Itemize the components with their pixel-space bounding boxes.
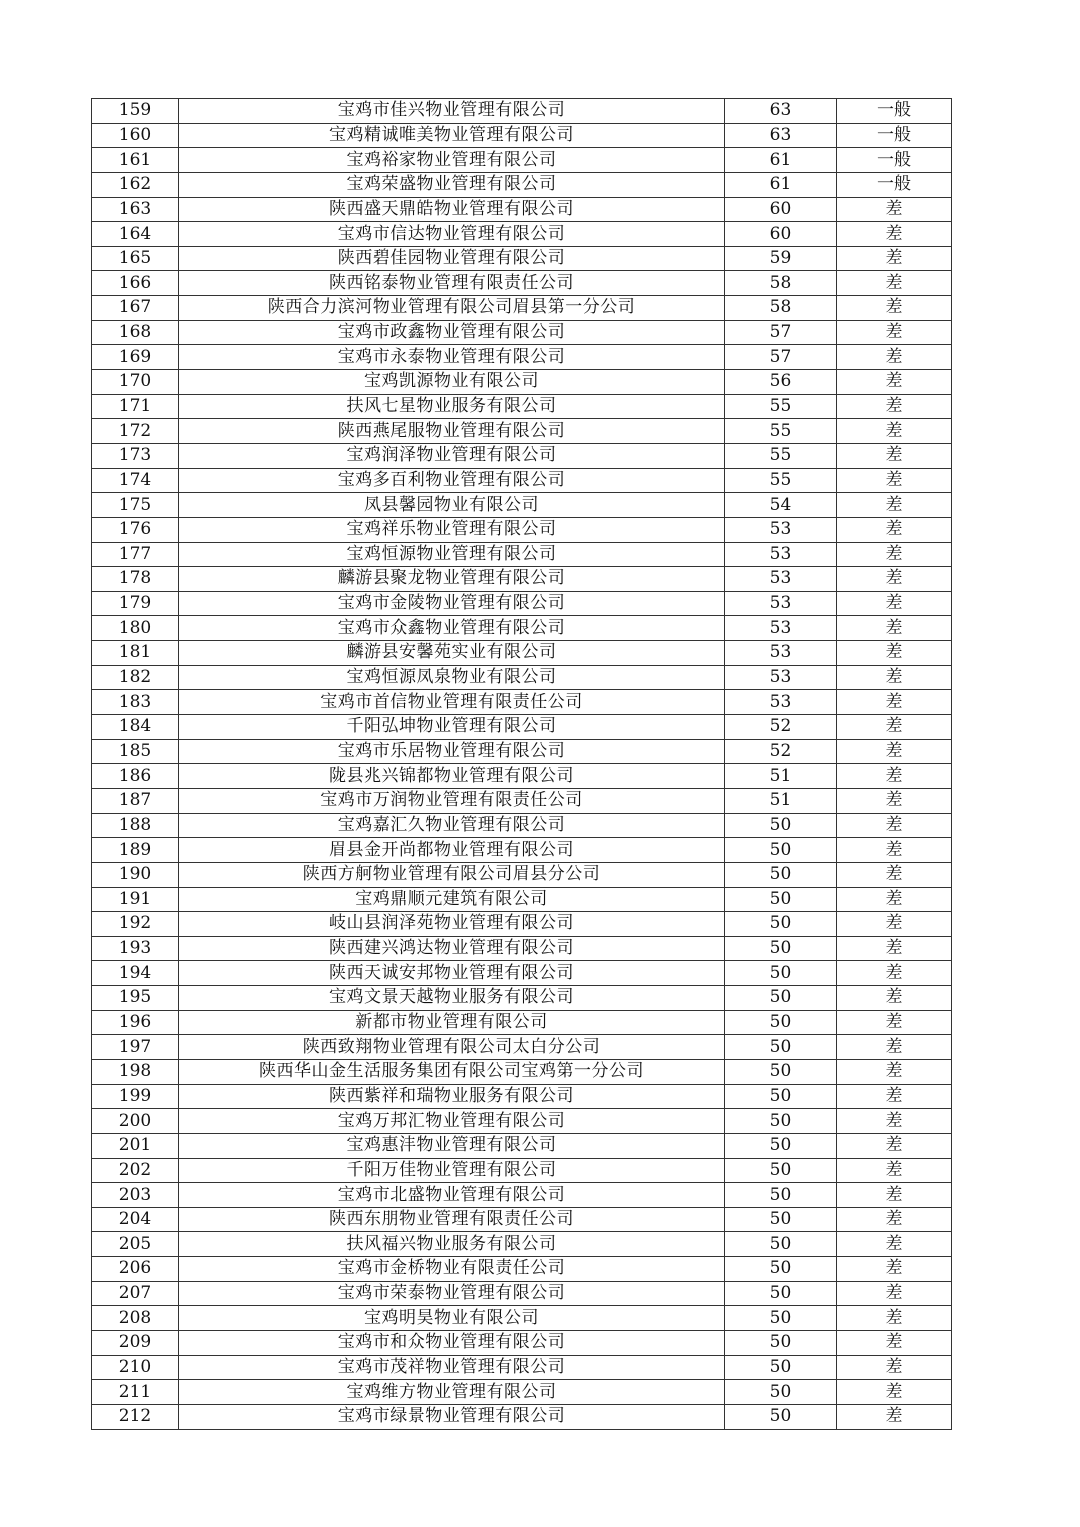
company-name-cell: 宝鸡市荣泰物业管理有限公司 [179, 1281, 725, 1306]
row-number-cell: 183 [92, 690, 179, 715]
table-row [92, 542, 952, 567]
score-cell: 50 [725, 986, 837, 1011]
row-number-cell: 190 [92, 862, 179, 887]
rating-level-cell: 差 [837, 739, 952, 764]
table-row [92, 567, 952, 592]
rating-level-cell: 差 [837, 641, 952, 666]
rating-level-cell: 差 [837, 788, 952, 813]
row-number-cell: 191 [92, 887, 179, 912]
table-row [92, 1010, 952, 1035]
score-cell: 58 [725, 296, 837, 321]
company-name-cell: 宝鸡市金陵物业管理有限公司 [179, 591, 725, 616]
table-row [92, 591, 952, 616]
company-name-cell: 宝鸡市政鑫物业管理有限公司 [179, 320, 725, 345]
score-cell: 50 [725, 862, 837, 887]
row-number-cell: 197 [92, 1035, 179, 1060]
score-cell: 53 [725, 616, 837, 641]
ranking-table-body [92, 99, 952, 1430]
table-row [92, 320, 952, 345]
company-name-cell: 陕西致翔物业管理有限公司太白分公司 [179, 1035, 725, 1060]
company-name-cell: 凤县馨园物业有限公司 [179, 493, 725, 518]
row-number-cell: 205 [92, 1232, 179, 1257]
rating-level-cell: 差 [837, 1109, 952, 1134]
rating-level-cell: 差 [837, 468, 952, 493]
rating-level-cell: 差 [837, 419, 952, 444]
rating-level-cell: 差 [837, 345, 952, 370]
rating-level-cell: 差 [837, 1331, 952, 1356]
table-row [92, 296, 952, 321]
table-row [92, 443, 952, 468]
rating-level-cell: 差 [837, 1281, 952, 1306]
table-row [92, 246, 952, 271]
score-cell: 55 [725, 394, 837, 419]
row-number-cell: 170 [92, 370, 179, 395]
score-cell: 50 [725, 887, 837, 912]
row-number-cell: 179 [92, 591, 179, 616]
rating-level-cell: 差 [837, 1035, 952, 1060]
score-cell: 50 [725, 1109, 837, 1134]
company-name-cell: 陇县兆兴锦都物业管理有限公司 [179, 764, 725, 789]
row-number-cell: 176 [92, 517, 179, 542]
company-name-cell: 陕西华山金生活服务集团有限公司宝鸡第一分公司 [179, 1059, 725, 1084]
score-cell: 60 [725, 222, 837, 247]
score-cell: 53 [725, 591, 837, 616]
rating-level-cell: 差 [837, 838, 952, 863]
table-row [92, 123, 952, 148]
row-number-cell: 162 [92, 172, 179, 197]
score-cell: 50 [725, 1207, 837, 1232]
score-cell: 50 [725, 1331, 837, 1356]
company-name-cell: 宝鸡市乐居物业管理有限公司 [179, 739, 725, 764]
table-row [92, 1380, 952, 1405]
rating-level-cell: 差 [837, 912, 952, 937]
score-cell: 61 [725, 148, 837, 173]
rating-level-cell: 差 [837, 370, 952, 395]
rating-level-cell: 差 [837, 296, 952, 321]
score-cell: 50 [725, 1232, 837, 1257]
rating-level-cell: 差 [837, 862, 952, 887]
row-number-cell: 203 [92, 1183, 179, 1208]
score-cell: 53 [725, 542, 837, 567]
table-row [92, 1281, 952, 1306]
rating-level-cell: 差 [837, 517, 952, 542]
score-cell: 50 [725, 1183, 837, 1208]
company-name-cell: 麟游县安馨苑实业有限公司 [179, 641, 725, 666]
table-row [92, 813, 952, 838]
score-cell: 53 [725, 665, 837, 690]
score-cell: 55 [725, 443, 837, 468]
table-row [92, 887, 952, 912]
rating-level-cell: 差 [837, 715, 952, 740]
company-name-cell: 千阳万佳物业管理有限公司 [179, 1158, 725, 1183]
rating-level-cell: 差 [837, 813, 952, 838]
row-number-cell: 159 [92, 99, 179, 124]
rating-level-cell: 差 [837, 1306, 952, 1331]
score-cell: 51 [725, 764, 837, 789]
score-cell: 51 [725, 788, 837, 813]
company-name-cell: 宝鸡市永泰物业管理有限公司 [179, 345, 725, 370]
row-number-cell: 210 [92, 1355, 179, 1380]
company-name-cell: 眉县金开尚都物业管理有限公司 [179, 838, 725, 863]
company-name-cell: 宝鸡市信达物业管理有限公司 [179, 222, 725, 247]
row-number-cell: 178 [92, 567, 179, 592]
rating-level-cell: 差 [837, 1355, 952, 1380]
company-name-cell: 陕西方舸物业管理有限公司眉县分公司 [179, 862, 725, 887]
score-cell: 60 [725, 197, 837, 222]
rating-level-cell: 差 [837, 443, 952, 468]
row-number-cell: 165 [92, 246, 179, 271]
row-number-cell: 208 [92, 1306, 179, 1331]
company-name-cell: 宝鸡惠沣物业管理有限公司 [179, 1133, 725, 1158]
score-cell: 52 [725, 715, 837, 740]
table-row [92, 838, 952, 863]
company-name-cell: 宝鸡文景天越物业服务有限公司 [179, 986, 725, 1011]
row-number-cell: 194 [92, 961, 179, 986]
score-cell: 59 [725, 246, 837, 271]
rating-level-cell: 差 [837, 1207, 952, 1232]
score-cell: 55 [725, 468, 837, 493]
rating-level-cell: 差 [837, 1183, 952, 1208]
table-row [92, 271, 952, 296]
rating-level-cell: 差 [837, 493, 952, 518]
row-number-cell: 202 [92, 1158, 179, 1183]
row-number-cell: 204 [92, 1207, 179, 1232]
table-row [92, 197, 952, 222]
company-name-cell: 宝鸡荣盛物业管理有限公司 [179, 172, 725, 197]
table-row [92, 1035, 952, 1060]
score-cell: 61 [725, 172, 837, 197]
rating-level-cell: 差 [837, 616, 952, 641]
row-number-cell: 199 [92, 1084, 179, 1109]
company-name-cell: 宝鸡市茂祥物业管理有限公司 [179, 1355, 725, 1380]
table-row [92, 862, 952, 887]
company-name-cell: 千阳弘坤物业管理有限公司 [179, 715, 725, 740]
row-number-cell: 186 [92, 764, 179, 789]
company-name-cell: 宝鸡市众鑫物业管理有限公司 [179, 616, 725, 641]
row-number-cell: 212 [92, 1404, 179, 1429]
table-row [92, 764, 952, 789]
score-cell: 63 [725, 99, 837, 124]
score-cell: 56 [725, 370, 837, 395]
table-row [92, 961, 952, 986]
row-number-cell: 198 [92, 1059, 179, 1084]
rating-level-cell: 差 [837, 394, 952, 419]
company-name-cell: 宝鸡市金桥物业有限责任公司 [179, 1257, 725, 1282]
row-number-cell: 192 [92, 912, 179, 937]
company-name-cell: 扶风七星物业服务有限公司 [179, 394, 725, 419]
row-number-cell: 181 [92, 641, 179, 666]
score-cell: 63 [725, 123, 837, 148]
row-number-cell: 167 [92, 296, 179, 321]
rating-level-cell: 差 [837, 1158, 952, 1183]
table-row [92, 788, 952, 813]
table-row [92, 99, 952, 124]
rating-level-cell: 差 [837, 320, 952, 345]
table-row [92, 690, 952, 715]
table-row [92, 1109, 952, 1134]
company-name-cell: 宝鸡市和众物业管理有限公司 [179, 1331, 725, 1356]
table-row [92, 1133, 952, 1158]
score-cell: 50 [725, 961, 837, 986]
table-row [92, 493, 952, 518]
rating-level-cell: 差 [837, 1010, 952, 1035]
company-name-cell: 宝鸡嘉汇久物业管理有限公司 [179, 813, 725, 838]
row-number-cell: 163 [92, 197, 179, 222]
table-row [92, 1084, 952, 1109]
rating-level-cell: 差 [837, 1232, 952, 1257]
score-cell: 53 [725, 641, 837, 666]
row-number-cell: 195 [92, 986, 179, 1011]
rating-level-cell: 差 [837, 197, 952, 222]
company-name-cell: 宝鸡市首信物业管理有限责任公司 [179, 690, 725, 715]
table-row [92, 419, 952, 444]
score-cell: 53 [725, 567, 837, 592]
row-number-cell: 196 [92, 1010, 179, 1035]
score-cell: 55 [725, 419, 837, 444]
row-number-cell: 182 [92, 665, 179, 690]
rating-level-cell: 一般 [837, 148, 952, 173]
company-name-cell: 陕西盛天鼎皓物业管理有限公司 [179, 197, 725, 222]
rating-level-cell: 一般 [837, 99, 952, 124]
row-number-cell: 201 [92, 1133, 179, 1158]
row-number-cell: 211 [92, 1380, 179, 1405]
row-number-cell: 171 [92, 394, 179, 419]
score-cell: 50 [725, 1404, 837, 1429]
ranking-table [91, 98, 952, 1430]
score-cell: 50 [725, 1355, 837, 1380]
rating-level-cell: 差 [837, 591, 952, 616]
table-row [92, 1059, 952, 1084]
company-name-cell: 宝鸡凯源物业有限公司 [179, 370, 725, 395]
row-number-cell: 169 [92, 345, 179, 370]
score-cell: 50 [725, 838, 837, 863]
score-cell: 50 [725, 912, 837, 937]
company-name-cell: 陕西紫祥和瑞物业服务有限公司 [179, 1084, 725, 1109]
score-cell: 57 [725, 345, 837, 370]
score-cell: 57 [725, 320, 837, 345]
rating-level-cell: 差 [837, 222, 952, 247]
table-row [92, 1207, 952, 1232]
company-name-cell: 麟游县聚龙物业管理有限公司 [179, 567, 725, 592]
score-cell: 50 [725, 936, 837, 961]
company-name-cell: 陕西东朋物业管理有限责任公司 [179, 1207, 725, 1232]
company-name-cell: 宝鸡鼎顺元建筑有限公司 [179, 887, 725, 912]
row-number-cell: 180 [92, 616, 179, 641]
company-name-cell: 宝鸡恒源凤泉物业有限公司 [179, 665, 725, 690]
row-number-cell: 187 [92, 788, 179, 813]
row-number-cell: 206 [92, 1257, 179, 1282]
rating-level-cell: 差 [837, 887, 952, 912]
table-row [92, 1257, 952, 1282]
row-number-cell: 207 [92, 1281, 179, 1306]
row-number-cell: 200 [92, 1109, 179, 1134]
row-number-cell: 193 [92, 936, 179, 961]
company-name-cell: 宝鸡万邦汇物业管理有限公司 [179, 1109, 725, 1134]
company-name-cell: 宝鸡精诚唯美物业管理有限公司 [179, 123, 725, 148]
row-number-cell: 160 [92, 123, 179, 148]
row-number-cell: 166 [92, 271, 179, 296]
rating-level-cell: 差 [837, 1380, 952, 1405]
table-row [92, 641, 952, 666]
score-cell: 53 [725, 690, 837, 715]
row-number-cell: 188 [92, 813, 179, 838]
company-name-cell: 宝鸡市绿景物业管理有限公司 [179, 1404, 725, 1429]
row-number-cell: 161 [92, 148, 179, 173]
company-name-cell: 宝鸡裕家物业管理有限公司 [179, 148, 725, 173]
table-row [92, 1158, 952, 1183]
company-name-cell: 宝鸡恒源物业管理有限公司 [179, 542, 725, 567]
score-cell: 52 [725, 739, 837, 764]
table-row [92, 1404, 952, 1429]
score-cell: 54 [725, 493, 837, 518]
table-row [92, 1331, 952, 1356]
table-row [92, 1355, 952, 1380]
company-name-cell: 陕西合力滨河物业管理有限公司眉县第一分公司 [179, 296, 725, 321]
table-row [92, 172, 952, 197]
score-cell: 50 [725, 1084, 837, 1109]
company-name-cell: 陕西碧佳园物业管理有限公司 [179, 246, 725, 271]
score-cell: 50 [725, 1306, 837, 1331]
company-name-cell: 扶风福兴物业服务有限公司 [179, 1232, 725, 1257]
company-name-cell: 宝鸡市佳兴物业管理有限公司 [179, 99, 725, 124]
rating-level-cell: 差 [837, 690, 952, 715]
score-cell: 50 [725, 1133, 837, 1158]
score-cell: 50 [725, 1380, 837, 1405]
table-row [92, 517, 952, 542]
row-number-cell: 175 [92, 493, 179, 518]
table-row [92, 394, 952, 419]
row-number-cell: 184 [92, 715, 179, 740]
rating-level-cell: 差 [837, 1133, 952, 1158]
row-number-cell: 185 [92, 739, 179, 764]
score-cell: 50 [725, 1035, 837, 1060]
company-name-cell: 陕西铭泰物业管理有限责任公司 [179, 271, 725, 296]
company-name-cell: 宝鸡明昊物业有限公司 [179, 1306, 725, 1331]
rating-level-cell: 差 [837, 764, 952, 789]
rating-level-cell: 差 [837, 271, 952, 296]
row-number-cell: 173 [92, 443, 179, 468]
score-cell: 50 [725, 1010, 837, 1035]
table-row [92, 739, 952, 764]
table-row [92, 616, 952, 641]
company-name-cell: 新都市物业管理有限公司 [179, 1010, 725, 1035]
row-number-cell: 189 [92, 838, 179, 863]
company-name-cell: 宝鸡市万润物业管理有限责任公司 [179, 788, 725, 813]
rating-level-cell: 差 [837, 1257, 952, 1282]
rating-level-cell: 差 [837, 246, 952, 271]
rating-level-cell: 差 [837, 986, 952, 1011]
table-row [92, 986, 952, 1011]
rating-level-cell: 一般 [837, 172, 952, 197]
table-row [92, 1232, 952, 1257]
company-name-cell: 陕西建兴鸿达物业管理有限公司 [179, 936, 725, 961]
row-number-cell: 164 [92, 222, 179, 247]
table-row [92, 1306, 952, 1331]
rating-level-cell: 差 [837, 1059, 952, 1084]
rating-level-cell: 差 [837, 1084, 952, 1109]
table-row [92, 1183, 952, 1208]
rating-level-cell: 一般 [837, 123, 952, 148]
company-name-cell: 陕西天诚安邦物业管理有限公司 [179, 961, 725, 986]
table-row [92, 370, 952, 395]
table-row [92, 468, 952, 493]
company-name-cell: 宝鸡市北盛物业管理有限公司 [179, 1183, 725, 1208]
table-row [92, 345, 952, 370]
company-name-cell: 岐山县润泽苑物业管理有限公司 [179, 912, 725, 937]
rating-level-cell: 差 [837, 961, 952, 986]
company-name-cell: 宝鸡祥乐物业管理有限公司 [179, 517, 725, 542]
row-number-cell: 168 [92, 320, 179, 345]
company-name-cell: 陕西燕尾服物业管理有限公司 [179, 419, 725, 444]
table-row [92, 912, 952, 937]
row-number-cell: 174 [92, 468, 179, 493]
rating-level-cell: 差 [837, 542, 952, 567]
score-cell: 50 [725, 1281, 837, 1306]
score-cell: 50 [725, 1158, 837, 1183]
company-name-cell: 宝鸡多百利物业管理有限公司 [179, 468, 725, 493]
score-cell: 50 [725, 1257, 837, 1282]
table-row [92, 665, 952, 690]
score-cell: 53 [725, 517, 837, 542]
row-number-cell: 177 [92, 542, 179, 567]
rating-level-cell: 差 [837, 567, 952, 592]
table-row [92, 936, 952, 961]
score-cell: 50 [725, 813, 837, 838]
rating-level-cell: 差 [837, 1404, 952, 1429]
score-cell: 50 [725, 1059, 837, 1084]
rating-level-cell: 差 [837, 665, 952, 690]
rating-level-cell: 差 [837, 936, 952, 961]
table-row [92, 715, 952, 740]
company-name-cell: 宝鸡润泽物业管理有限公司 [179, 443, 725, 468]
row-number-cell: 209 [92, 1331, 179, 1356]
score-cell: 58 [725, 271, 837, 296]
table-row [92, 148, 952, 173]
company-name-cell: 宝鸡维方物业管理有限公司 [179, 1380, 725, 1405]
table-row [92, 222, 952, 247]
row-number-cell: 172 [92, 419, 179, 444]
